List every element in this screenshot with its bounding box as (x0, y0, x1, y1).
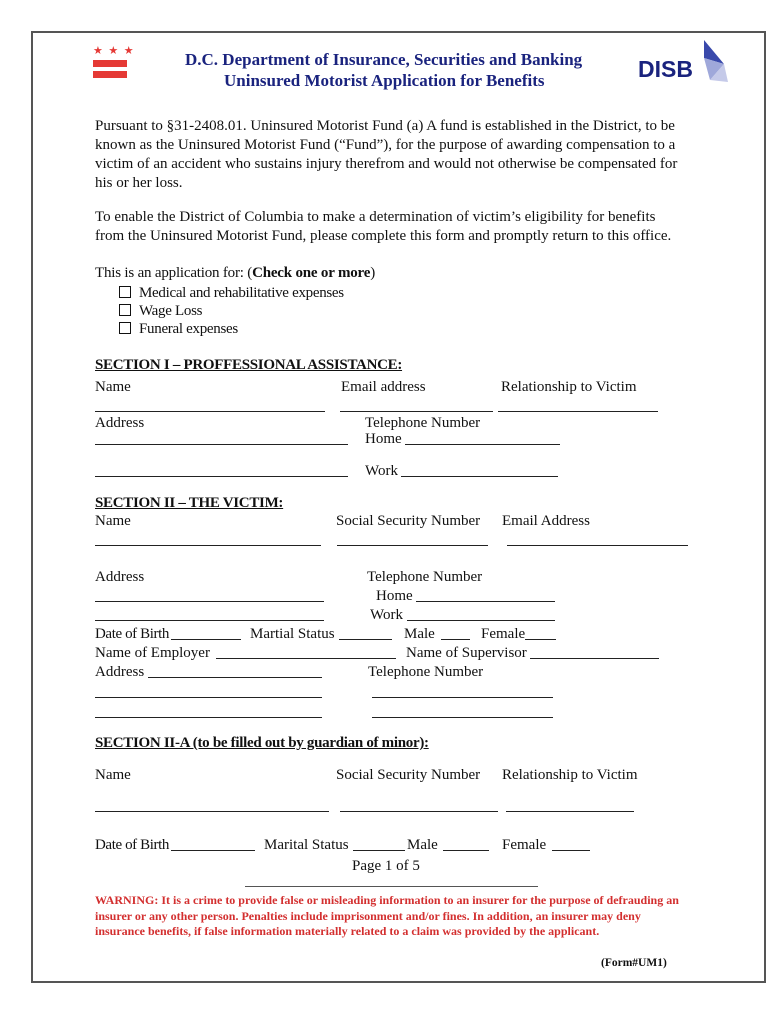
disb-logo-text: DISB (638, 56, 693, 82)
s1-email-field[interactable] (340, 411, 493, 412)
s2-employer-telephone-label: Telephone Number (368, 664, 484, 680)
s2-ssn-field[interactable] (337, 545, 488, 546)
intro-paragraph-1: Pursuant to §31-2408.01. Uninsured Motorist Fund (a) A fund is established in the District, to be known as the Uninsured Motorist Fund (“Fund”), for the purpose of awarding compensation to a victim of an accident who sustains injury therefrom and would not otherwise be compensated for his or her loss. (95, 118, 678, 191)
s2-employer-telephone-field-1[interactable] (372, 697, 553, 698)
s1-relationship-label: Relationship to Victim (501, 379, 637, 395)
form-title-line1: D.C. Department of Insurance, Securities and Banking (185, 50, 583, 69)
s1-telephone-label: Telephone Number (365, 415, 481, 431)
s2-email-field[interactable] (507, 545, 688, 546)
s2a-ssn-label: Social Security Number (336, 767, 481, 783)
checkbox-icon[interactable] (119, 286, 131, 298)
s1-relationship-field[interactable] (498, 411, 658, 412)
s2-email-label: Email Address (502, 513, 590, 529)
s2-dob-field[interactable] (171, 639, 241, 640)
s2-supervisor-field[interactable] (530, 658, 659, 659)
footer-divider (245, 886, 538, 887)
option-wage-loss[interactable]: Wage Loss (119, 303, 202, 320)
s2-female-field[interactable] (525, 639, 556, 640)
s1-home-label: Home (365, 431, 402, 447)
s2-address-label: Address (95, 569, 145, 585)
s2a-female-label: Female (502, 837, 547, 853)
disb-logo (638, 38, 728, 84)
s1-email-label: Email address (341, 379, 426, 395)
s2-employer-address-label: Address (95, 664, 145, 680)
s2a-ssn-field[interactable] (340, 811, 498, 812)
s2a-dob-field[interactable] (171, 850, 255, 851)
s2a-male-field[interactable] (443, 850, 489, 851)
checkbox-icon[interactable] (119, 304, 131, 316)
s2-telephone-label: Telephone Number (367, 569, 483, 585)
s1-name-field[interactable] (95, 411, 325, 412)
warning-text: WARNING: It is a crime to provide false or misleading information to an insurer for the purpose of defrauding an insurer or any other person. Penalties include imprisonment and/or fines. In addition, an insurer may deny insurance benefits, if false information materially related to a claim was provided by the applicant. (95, 893, 679, 938)
s2a-name-field[interactable] (95, 811, 329, 812)
form-id: (Form#UM1) (601, 957, 667, 969)
s2-work-label: Work (370, 607, 403, 623)
dc-flag-logo (93, 44, 135, 80)
s2-home-label: Home (376, 588, 413, 604)
s2-employer-field[interactable] (216, 658, 396, 659)
s1-name-label: Name (95, 379, 131, 395)
s2-marital-label: Martial Status (250, 626, 335, 642)
s2a-dob-label: Date of Birth (95, 837, 169, 853)
section2-title: SECTION II – THE VICTIM: (95, 495, 284, 511)
s2-employer-telephone-field-2[interactable] (372, 717, 553, 718)
s1-address-field-1[interactable] (95, 444, 348, 445)
form-title-line2: Uninsured Motorist Application for Benefits (224, 71, 545, 90)
option-funeral[interactable]: Funeral expenses (119, 321, 238, 338)
s2-home-field[interactable] (416, 601, 555, 602)
s2-address-field-1[interactable] (95, 601, 324, 602)
s2-employer-label: Name of Employer (95, 645, 210, 661)
s2-marital-field[interactable] (339, 639, 392, 640)
s2a-female-field[interactable] (552, 850, 590, 851)
s2-dob-label: Date of Birth (95, 626, 169, 642)
s2-name-label: Name (95, 513, 131, 529)
s2-work-field[interactable] (407, 620, 555, 621)
s2a-marital-field[interactable] (353, 850, 405, 851)
section1-title: SECTION I – PROFFESSIONAL ASSISTANCE: (95, 357, 403, 373)
flag-stars: ★ ★ ★ (93, 44, 135, 57)
s2-ssn-label: Social Security Number (336, 513, 481, 529)
application-for-label: This is an application for: (Check one or more) (95, 265, 375, 281)
s2-male-field[interactable] (441, 639, 470, 640)
s1-work-label: Work (365, 463, 398, 479)
s1-address-field-2[interactable] (95, 476, 348, 477)
checkbox-icon[interactable] (119, 322, 131, 334)
s2a-relationship-field[interactable] (506, 811, 634, 812)
s2-female-label: Female (481, 626, 526, 642)
s2-address-field-2[interactable] (95, 620, 324, 621)
s2-employer-address-field-2[interactable] (95, 697, 322, 698)
page-number: Page 1 of 5 (352, 858, 420, 874)
s2-name-field[interactable] (95, 545, 321, 546)
s2a-male-label: Male (407, 837, 438, 853)
s2a-relationship-label: Relationship to Victim (502, 767, 638, 783)
s2-employer-address-field-3[interactable] (95, 717, 322, 718)
s2-supervisor-label: Name of Supervisor (406, 645, 527, 661)
option-medical[interactable]: Medical and rehabilitative expenses (119, 285, 344, 302)
intro-paragraph-2: To enable the District of Columbia to make a determination of victim’s eligibility for benefits from the Uninsured Motorist Fund, please complete this form and promptly return to this office. (95, 209, 672, 244)
s1-home-field[interactable] (405, 444, 560, 445)
s1-work-field[interactable] (401, 476, 558, 477)
s1-address-label: Address (95, 415, 145, 431)
section2a-title: SECTION II-A (to be filled out by guardian of minor): (95, 735, 429, 751)
s2a-marital-label: Marital Status (264, 837, 349, 853)
s2a-name-label: Name (95, 767, 131, 783)
s2-employer-address-field[interactable] (148, 677, 322, 678)
s2-male-label: Male (404, 626, 435, 642)
